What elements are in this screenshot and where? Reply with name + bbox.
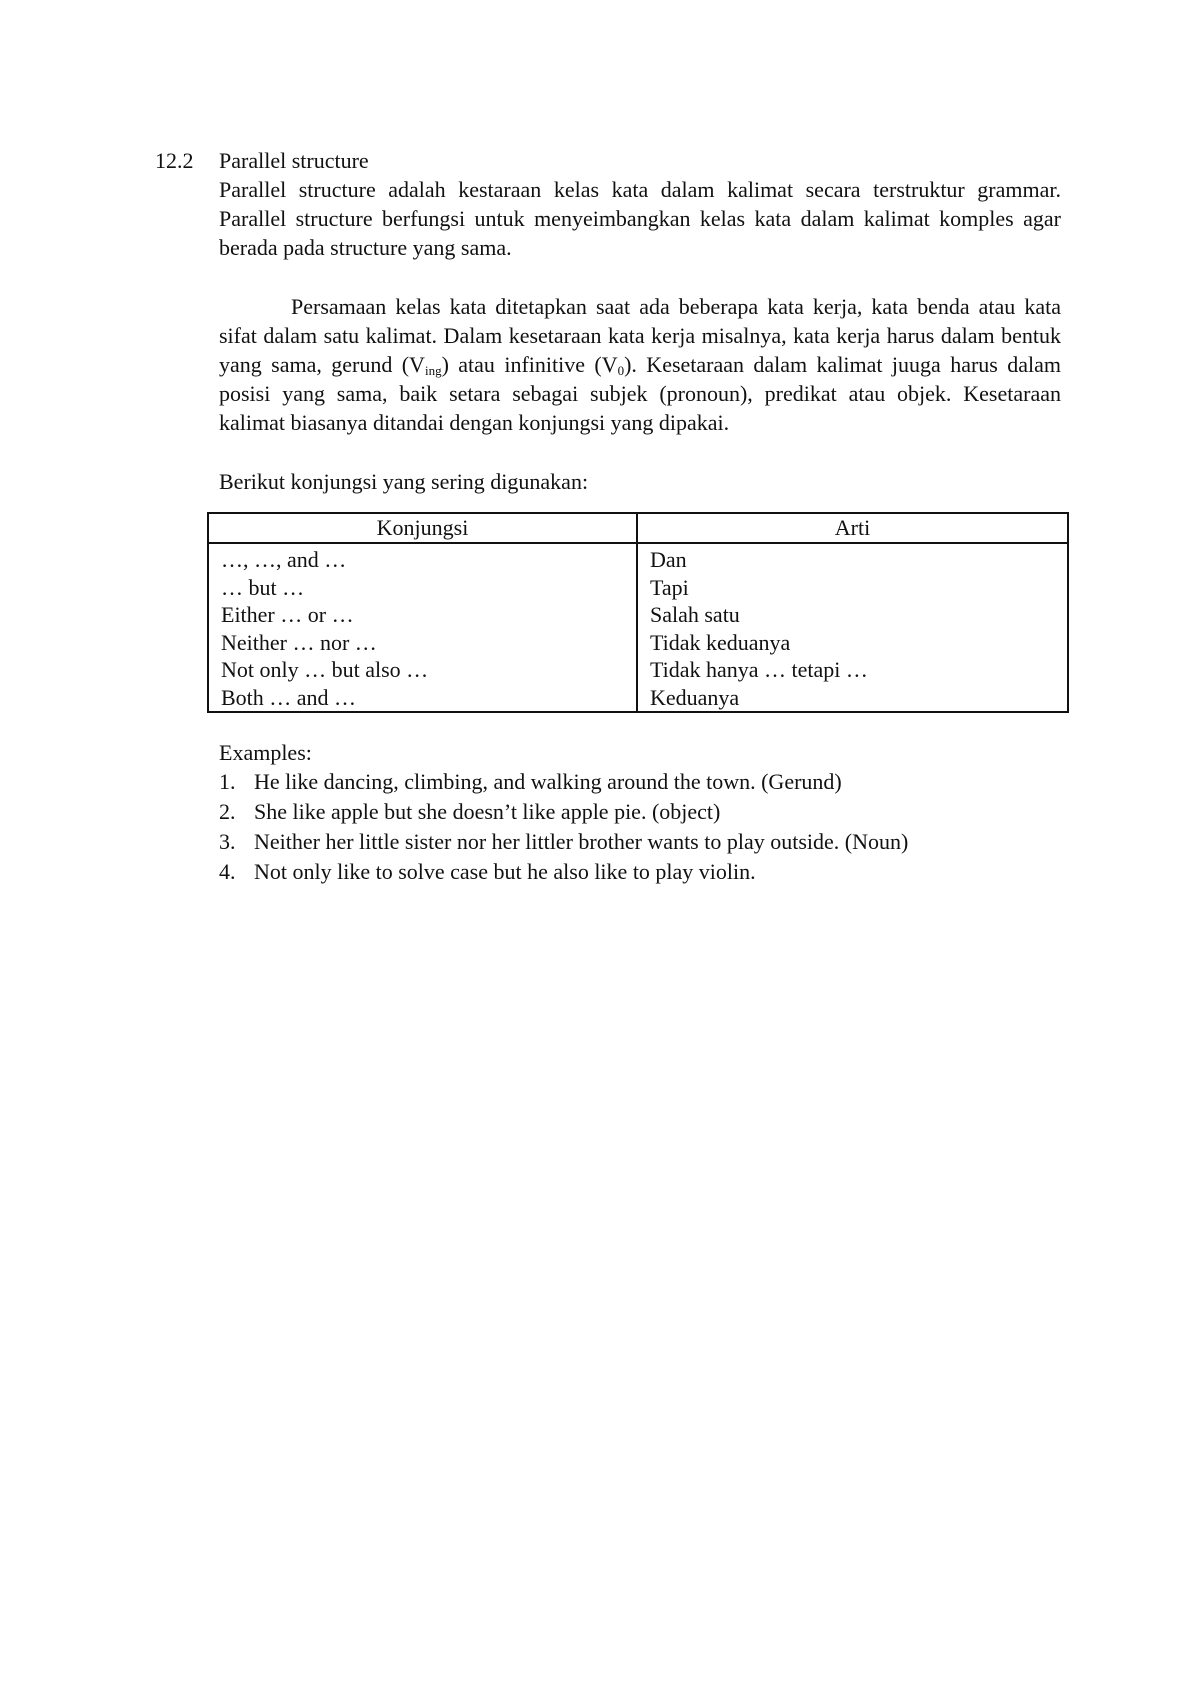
paragraph-explanation-text-1: Persamaan kelas kata ditetapkan saat ada beberapa kata kerja, kata benda atau kata sifat dalam satu kalimat. Dalam kesetaraan kata kerja misalnya, kata kerja harus dalam bentuk yang sama, gerund (V (219, 294, 1061, 377)
list-item-text: Not only like to solve case but he also like to play violin. (254, 859, 756, 884)
table-header-row (208, 513, 1068, 543)
table-row (208, 543, 1068, 574)
conjunction-table (207, 512, 1069, 713)
section-title: Parallel structure (219, 148, 369, 173)
conjunction-cell: … but … (208, 574, 637, 602)
list-item (219, 797, 1061, 827)
list-item (219, 827, 1061, 857)
table-row (208, 574, 1068, 602)
meaning-cell: Tidak keduanya (637, 629, 1068, 657)
list-item (219, 767, 1061, 797)
list-item-number: 2. (219, 799, 236, 824)
meaning-cell: Tidak hanya … tetapi … (637, 656, 1068, 684)
list-item-number: 3. (219, 829, 236, 854)
table-row (208, 656, 1068, 684)
table-row (208, 629, 1068, 657)
conjunction-cell: Neither … nor … (208, 629, 637, 657)
header-arti: Arti (637, 513, 1068, 543)
subscript-zero: 0 (617, 363, 625, 378)
list-item-text: She like apple but she doesn’t like apple pie. (object) (254, 799, 721, 824)
list-item-text: Neither her little sister nor her littler brother wants to play outside. (Noun) (254, 829, 909, 854)
paragraph-explanation (219, 292, 1061, 437)
meaning-cell: Salah satu (637, 601, 1068, 629)
conjunction-cell: Either … or … (208, 601, 637, 629)
meaning-cell: Tapi (637, 574, 1068, 602)
meaning-cell: Keduanya (637, 684, 1068, 713)
paragraph-explanation-text-3: ). Kesetaraan dalam kalimat juuga harus dalam posisi yang sama, baik setara sebagai subjek (pronoun), predikat atau objek. Kesetaraan kalimat biasanya ditandai dengan konjungsi yang dipakai. (219, 352, 1061, 435)
paragraph-definition: Parallel structure adalah kestaraan kelas kata dalam kalimat secara terstruktur grammar. Parallel structure berfungsi untuk menyeimbangkan kelas kata dalam kalimat komples agar berada pada structure yang sama. (219, 177, 1061, 260)
table-intro: Berikut konjungsi yang sering digunakan: (219, 469, 589, 494)
table-row (208, 684, 1068, 713)
list-item (219, 857, 1061, 887)
list-item-text: He like dancing, climbing, and walking around the town. (Gerund) (254, 769, 842, 794)
paragraph-explanation-text-2: ) atau infinitive (V (441, 352, 618, 377)
conjunction-cell: Both … and … (208, 684, 637, 713)
list-item-number: 1. (219, 769, 236, 794)
subscript-ing: ing (424, 363, 442, 378)
conjunction-cell: Not only … but also … (208, 656, 637, 684)
table-row (208, 601, 1068, 629)
section-number: 12.2 (155, 148, 194, 173)
list-item-number: 4. (219, 859, 236, 884)
examples-list (219, 767, 1061, 887)
meaning-cell: Dan (637, 543, 1068, 574)
header-konjungsi: Konjungsi (208, 513, 637, 543)
examples-title: Examples: (219, 740, 312, 765)
conjunction-cell: …, …, and … (208, 543, 637, 574)
